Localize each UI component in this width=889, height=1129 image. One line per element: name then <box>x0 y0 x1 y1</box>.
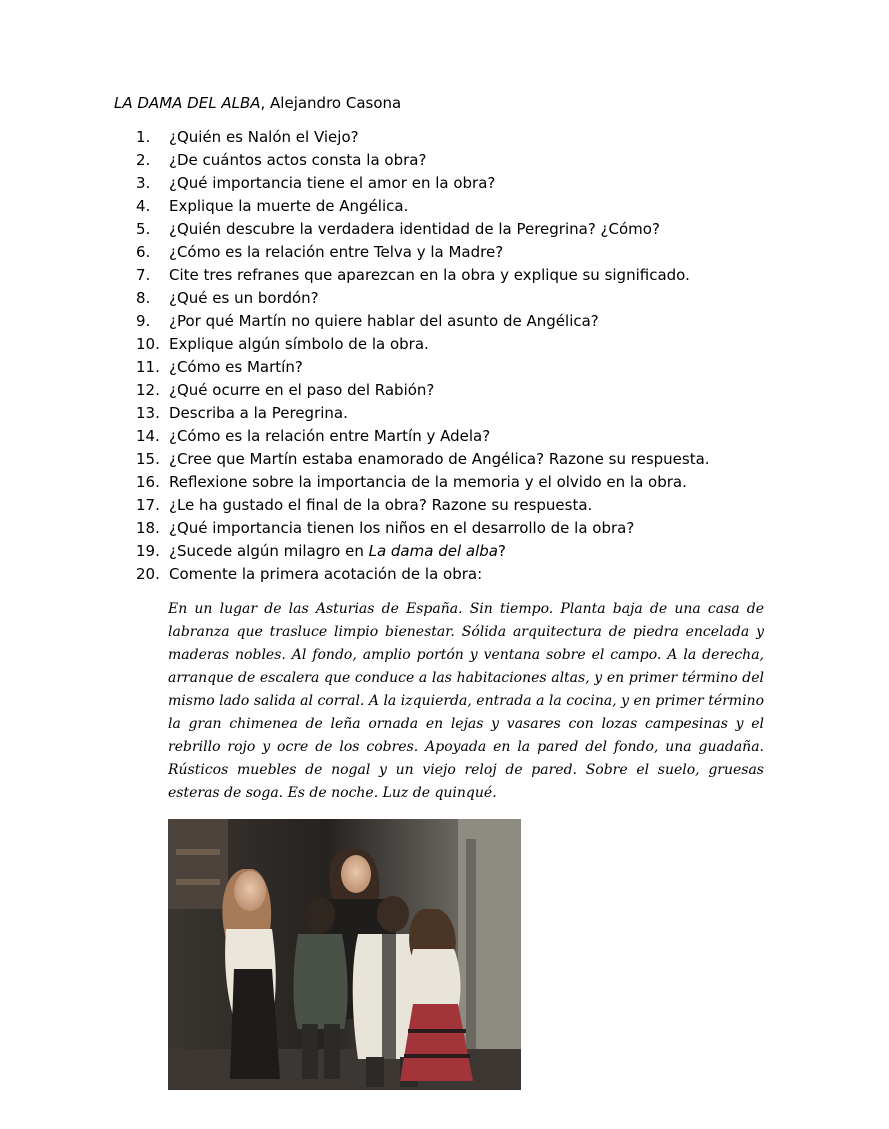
question-text: ¿Qué ocurre en el paso del Rabión? <box>169 381 435 399</box>
question-item <box>136 196 776 219</box>
question-number: 8. <box>136 289 151 307</box>
question-number: 19. <box>136 542 160 560</box>
question-item <box>136 472 776 495</box>
question-text: Comente la primera acotación de la obra: <box>169 565 483 583</box>
question-item <box>136 127 776 150</box>
question-text-start: ¿Sucede algún milagro en <box>169 542 369 560</box>
question-number: 10. <box>136 335 160 353</box>
question-text: Explique la muerte de Angélica. <box>169 197 409 215</box>
question-number: 4. <box>136 197 151 215</box>
question-number: 17. <box>136 496 160 514</box>
question-text <box>169 541 776 564</box>
title-author: , Alejandro Casona <box>260 94 402 112</box>
question-italic-title: La dama del alba <box>368 542 498 560</box>
question-text: ¿Cree que Martín estaba enamorado de Angélica? Razone su respuesta. <box>169 450 710 468</box>
question-item <box>136 311 776 334</box>
question-item <box>136 334 776 357</box>
stage-direction-quote: En un lugar de las Asturias de España. Sin tiempo. Planta baja de una casa de labranza que trasluce limpio bienestar. Sólida arquitectura de piedra encelada y maderas nobles. Al fondo, amplio portón y ventana sobre el campo. A la derecha, arranque de escalera que conduce a las habitaciones altas, y en primer término del mismo lado salida al corral. A la izquierda, entrada a la cocina, y en primer término la gran chimenea de leña ornada en lejas y vasares con lozas campesinas y el rebrillo rojo y ocre de los cobres. Apoyada en la pared del fondo, una guadaña. Rústicos muebles de nogal y un viejo reloj de pared. Sobre el suelo, gruesas esteras de soga. Es de noche. Luz de quinqué. <box>168 601 764 801</box>
question-number: 16. <box>136 473 160 491</box>
question-list <box>136 127 776 587</box>
question-item <box>136 242 776 265</box>
left-shelf <box>168 819 228 909</box>
question-item <box>136 541 776 564</box>
question-number: 9. <box>136 312 151 330</box>
question-item <box>136 357 776 380</box>
question-number: 3. <box>136 174 151 192</box>
question-number: 20. <box>136 565 160 583</box>
question-item <box>136 518 776 541</box>
question-number: 6. <box>136 243 151 261</box>
wall-beam <box>466 839 476 1079</box>
question-text: ¿Qué importancia tienen los niños en el desarrollo de la obra? <box>169 519 635 537</box>
question-number: 18. <box>136 519 160 537</box>
question-text: ¿Quién descubre la verdadera identidad de la Peregrina? ¿Cómo? <box>169 220 660 238</box>
question-number: 1. <box>136 128 151 146</box>
question-number: 7. <box>136 266 151 284</box>
question-number: 15. <box>136 450 160 468</box>
question-text: Describa a la Peregrina. <box>169 404 348 422</box>
question-number: 12. <box>136 381 160 399</box>
question-item <box>136 173 776 196</box>
question-text: ¿Le ha gustado el final de la obra? Razone su respuesta. <box>169 496 593 514</box>
question-item <box>136 564 776 587</box>
question-text: ¿Cómo es Martín? <box>169 358 303 376</box>
question-text: Cite tres refranes que aparezcan en la obra y explique su significado. <box>169 266 690 284</box>
question-item <box>136 495 776 518</box>
question-number: 11. <box>136 358 160 376</box>
question-item <box>136 150 776 173</box>
title-work-name: LA DAMA DEL ALBA <box>114 94 261 112</box>
question-number: 2. <box>136 151 151 169</box>
question-item <box>136 403 776 426</box>
document-title <box>114 93 401 113</box>
question-text: ¿Por qué Martín no quiere hablar del asunto de Angélica? <box>169 312 599 330</box>
question-item <box>136 288 776 311</box>
question-text: ¿Cómo es la relación entre Martín y Adela? <box>169 427 491 445</box>
question-number: 14. <box>136 427 160 445</box>
question-text-end: ? <box>497 542 506 560</box>
question-item <box>136 449 776 472</box>
question-text: Reflexione sobre la importancia de la memoria y el olvido en la obra. <box>169 473 687 491</box>
question-text: ¿De cuántos actos consta la obra? <box>169 151 427 169</box>
question-text: Explique algún símbolo de la obra. <box>169 335 429 353</box>
question-item <box>136 426 776 449</box>
question-text: ¿Cómo es la relación entre Telva y la Madre? <box>169 243 504 261</box>
question-item <box>136 219 776 242</box>
question-item <box>136 265 776 288</box>
scene-illustration <box>168 819 521 1090</box>
question-item <box>136 380 776 403</box>
question-text: ¿Qué importancia tiene el amor en la obra? <box>169 174 496 192</box>
play-scene-photo <box>168 819 521 1090</box>
question-number: 5. <box>136 220 151 238</box>
question-number: 13. <box>136 404 160 422</box>
question-text: ¿Quién es Nalón el Viejo? <box>169 128 359 146</box>
question-text: ¿Qué es un bordón? <box>169 289 319 307</box>
